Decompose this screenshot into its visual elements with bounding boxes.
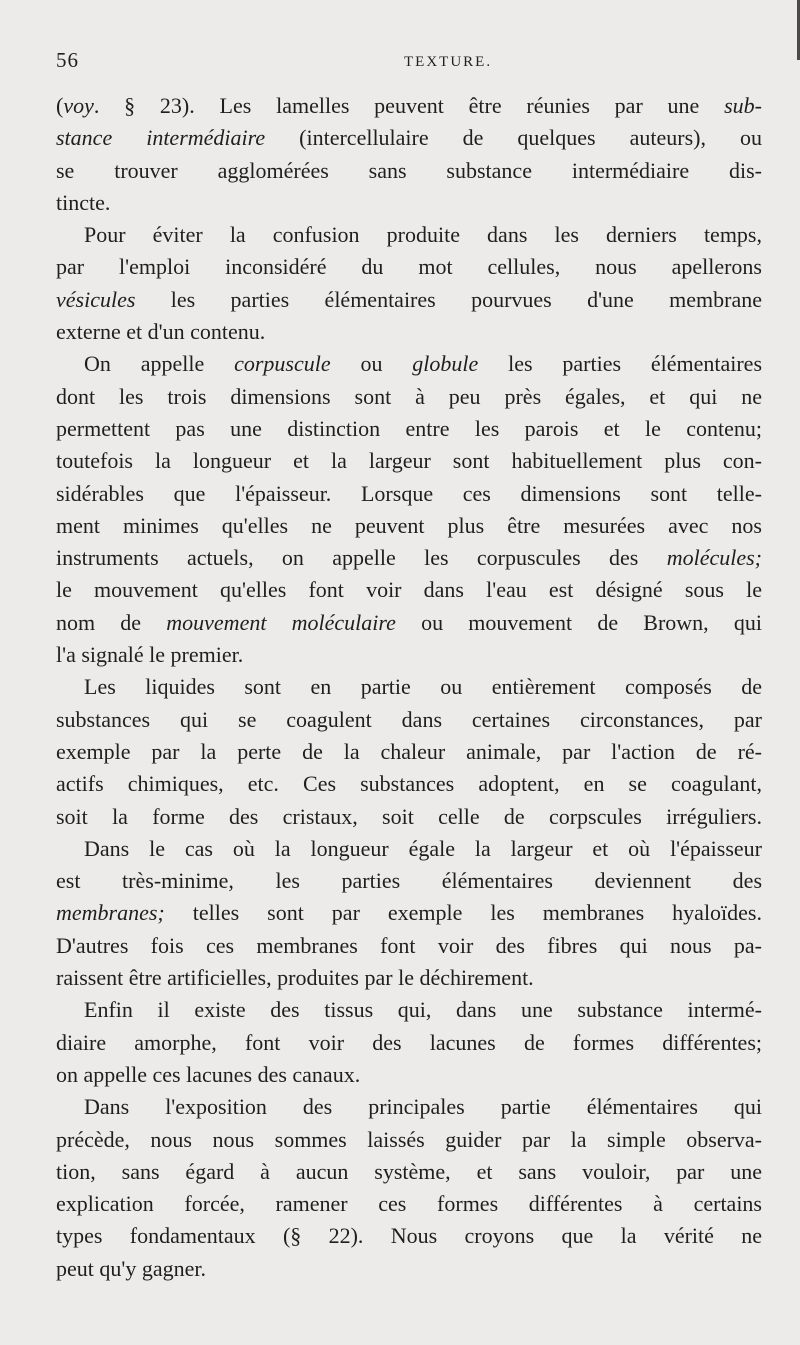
text-line	[56, 445, 762, 477]
text-line	[56, 704, 762, 736]
italic-term: corpuscule	[234, 351, 331, 377]
text-line	[56, 510, 762, 542]
text-line	[56, 994, 762, 1026]
text-line	[56, 1156, 762, 1188]
text-line	[56, 865, 762, 897]
text-segment: tion, sans égard à aucun système, et sans vouloir, par une	[56, 1158, 762, 1184]
text-line	[56, 833, 762, 865]
italic-term: vésicules	[56, 286, 136, 312]
text-segment: précède, nous nous sommes laissés guider par la simple observa-	[56, 1126, 762, 1152]
text-line	[56, 962, 762, 994]
text-segment: dont les trois dimensions sont à peu près égales, et qui ne	[56, 383, 762, 409]
text-segment: externe et d'un contenu.	[56, 319, 266, 345]
text-line	[56, 90, 762, 122]
text-segment: permettent pas une distinction entre les parois et le contenu;	[56, 415, 762, 441]
text-line	[56, 187, 762, 219]
page-header	[56, 48, 756, 88]
text-segment: (intercellulaire de quelques auteurs), ou	[265, 125, 762, 151]
text-segment: types fondamentaux (§ 22). Nous croyons que la vérité ne	[56, 1223, 762, 1249]
italic-term: membranes;	[56, 900, 165, 926]
text-segment: exemple par la perte de la chaleur animale, par l'action de ré-	[56, 738, 762, 764]
text-line	[56, 930, 762, 962]
text-segment: instruments actuels, on appelle les corpuscules des	[56, 545, 667, 571]
text-line	[56, 542, 762, 574]
text-line	[56, 1124, 762, 1156]
text-line	[56, 1059, 762, 1091]
running-head: TEXTURE.	[404, 54, 493, 70]
text-line	[56, 768, 762, 800]
text-segment: diaire amorphe, font voir des lacunes de formes différentes;	[56, 1029, 762, 1055]
text-segment: l'a signalé le premier.	[56, 642, 244, 668]
italic-term: sub-	[724, 93, 762, 118]
text-line	[56, 348, 762, 380]
text-segment: On appelle	[84, 351, 235, 377]
page-number: 56	[56, 48, 79, 72]
text-segment: se trouver agglomérées sans substance intermédiaire dis-	[56, 157, 762, 183]
text-line	[56, 478, 762, 510]
text-segment: est très-minime, les parties élémentaires deviennent des	[56, 868, 762, 894]
italic-term: globule	[412, 351, 479, 377]
text-segment: ment minimes qu'elles ne peuvent plus être mesurées avec nos	[56, 512, 762, 538]
body-text	[56, 90, 762, 1285]
text-line	[56, 1027, 762, 1059]
text-segment: par l'emploi inconsidéré du mot cellules, nous apellerons	[56, 254, 762, 280]
text-segment: substances qui se coagulent dans certaines circonstances, par	[56, 706, 762, 732]
italic-term: mouvement moléculaire	[166, 609, 396, 635]
text-line	[56, 316, 762, 348]
text-line	[56, 413, 762, 445]
text-segment: D'autres fois ces membranes font voir des fibres qui nous pa-	[56, 932, 762, 958]
italic-term: voy	[63, 93, 94, 118]
text-line	[56, 284, 762, 316]
text-line	[56, 219, 762, 251]
text-line	[56, 639, 762, 671]
text-segment: actifs chimiques, etc. Ces substances adoptent, en se coagulant,	[56, 771, 762, 797]
text-segment: raissent être artificielles, produites par le déchirement.	[56, 965, 534, 991]
text-segment: tincte.	[56, 189, 111, 215]
text-line	[56, 1188, 762, 1220]
text-segment: Dans l'exposition des principales partie élémentaires qui	[84, 1094, 762, 1120]
text-line	[56, 251, 762, 283]
text-segment: ou mouvement de Brown, qui	[395, 609, 762, 635]
text-line	[56, 1220, 762, 1252]
text-line	[56, 607, 762, 639]
text-segment: Enfin il existe des tissus qui, dans une substance intermé-	[84, 997, 762, 1023]
text-segment: (	[56, 93, 64, 118]
text-segment: le mouvement qu'elles font voir dans l'eau est désigné sous le	[56, 577, 762, 603]
text-line	[56, 122, 762, 154]
text-segment: on appelle ces lacunes des canaux.	[56, 1061, 361, 1087]
text-line	[56, 671, 762, 703]
text-segment: peut qu'y gagner.	[56, 1255, 206, 1281]
text-segment: les parties élémentaires pourvues d'une membrane	[135, 286, 762, 312]
text-segment: Dans le cas où la longueur égale la largeur et où l'épaisseur	[84, 835, 762, 861]
text-segment: les parties élémentaires	[478, 351, 762, 377]
italic-term: stance intermédiaire	[56, 125, 266, 151]
text-segment: Pour éviter la confusion produite dans les derniers temps,	[84, 222, 762, 248]
text-segment: toutefois la longueur et la largeur sont habituellement plus con-	[56, 448, 762, 474]
text-segment: soit la forme des cristaux, soit celle de corpscules irréguliers.	[56, 803, 762, 829]
text-segment: explication forcée, ramener ces formes différentes à certains	[56, 1191, 762, 1217]
text-line	[56, 574, 762, 606]
text-line	[56, 736, 762, 768]
text-segment: Les liquides sont en partie ou entièrement composés de	[84, 674, 762, 700]
text-segment: nom de	[56, 609, 167, 635]
text-line	[56, 801, 762, 833]
text-line	[56, 1253, 762, 1285]
text-line	[56, 155, 762, 187]
text-segment: . § 23). Les lamelles peuvent être réunies par une	[93, 93, 725, 118]
text-segment: telles sont par exemple les membranes hyaloïdes.	[164, 900, 762, 926]
text-segment: ou	[330, 351, 413, 377]
text-segment: sidérables que l'épaisseur. Lorsque ces dimensions sont telle-	[56, 480, 762, 506]
text-line	[56, 1091, 762, 1123]
text-line	[56, 897, 762, 929]
text-line	[56, 381, 762, 413]
italic-term: molécules;	[666, 545, 762, 571]
